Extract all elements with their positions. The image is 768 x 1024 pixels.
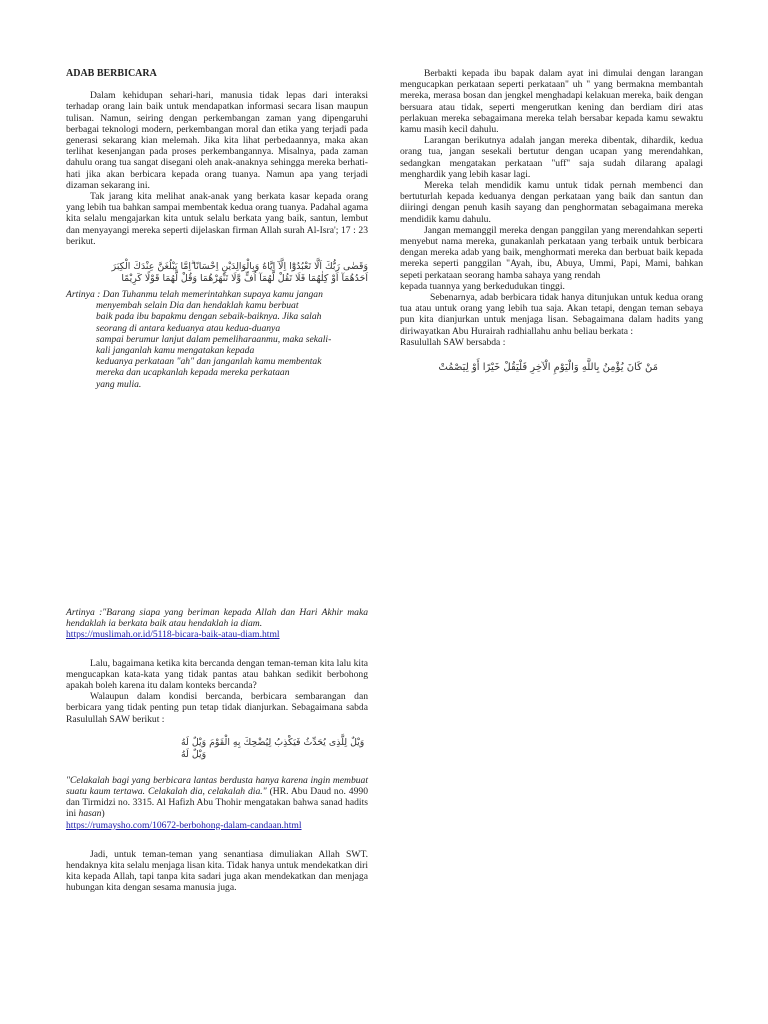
source-link-rumaysho[interactable]: https://rumaysho.com/10672-berbohong-dalam-candaan.html: [66, 819, 302, 831]
translation-line: Dan Tuhanmu telah memerintahkan supaya kamu jangan: [102, 289, 323, 301]
paragraph-calling-names: Jangan memanggil mereka dengan panggilan yang merendahkan seperti menyebut nama mereka, gunakanlah perkataan yang terbaik untuk berbicara dengan mereka adab yang baik, menghormati mereka dan berbuat baik kepada mereka seperti panggilan "Ayah, ibu, Abuya, Ummi, Papi, Mami, bahkan sepeti perkataan seorang hamba sahaya yang rendah: [400, 224, 703, 281]
paragraph-intro: Dalam kehidupan sehari-hari, manusia tidak lepas dari interaksi terhadap orang lain baik untuk mendapatkan informasi secara lisan maupun tulisan. Namun, seiring dengan perkembangan zaman yang dipengaruhi berbagai teknologi modern, perkembangan moral dan etika yang terjadi pada generasi sekarang kian melemah. Jika kita lihat perbedaannya, maka akan terlihat kesenjangan pada proses perkembangannya. Misalnya, pada zaman dahulu orang tua sangat disegani oleh anak-anaknya sehingga mereka berhati-hati jika akan berbicara kepada orang tuanya. Namun apa yang terjadi dizaman sekarang ini.: [66, 90, 368, 191]
document-title: ADAB BERBICARA: [66, 68, 157, 79]
paragraph-joking: Lalu, bagaimana ketika kita bercanda dengan teman-teman kita lalu kita mengucapkan kata-kata yang tidak pantas atau bahkan sedikit berbohong apakah boleh karena itu dalam konteks bercanda?: [66, 657, 368, 692]
translation-line: sampai berumur lanjut dalam pemeliharaanmu, maka sekali-: [96, 333, 332, 345]
paragraph-rasulullah: Rasulullah SAW bersabda :: [400, 336, 506, 348]
hadith-translation: Artinya :"Barang siapa yang beriman kepada Allah dan Hari Akhir maka hendaklah ia berkata baik atau hendaklah ia diam.: [66, 607, 368, 630]
translation-line: kali janganlah kamu mengatakan kepada: [96, 345, 255, 357]
artinya-label: Artinya :: [66, 289, 101, 301]
paragraph-even-joking: Walaupun dalam kondisi bercanda, berbicara sembarangan dan berbicara yang tidak penting pun tetap tidak dianjurkan. Sebagaimana sabda Rasulullah SAW berikut :: [66, 691, 368, 725]
paragraph-conclusion: Jadi, untuk teman-teman yang senantiasa dimuliakan Allah SWT. hendaknya kita selalu menjaga lisan kita. Tidak hanya untuk mendekatkan diri kita kepada Allah, tapi tanpa kita sadari juga akan mendekatkan dan menjaga hubungan kita dengan sesama manusia juga.: [66, 848, 368, 894]
translation-line: baik pada ibu bapakmu dengan sebaik-baiknya. Jika salah: [96, 311, 322, 323]
arabic-verse-line-1: وَقَضٰى رَبُّكَ اَلَّا تَعْبُدُوْٓا اِلَّآ اِيَّاهُ وَبِالْوَالِدَيْنِ اِحْسَانًا ۗاِمَّا يَبْلُغَنَّ عِنْدَكَ الْكِبَرَ: [111, 261, 368, 273]
source-link-muslimah[interactable]: https://muslimah.or.id/5118-bicara-baik-atau-diam.html: [66, 629, 280, 641]
left-column-lower: [66, 607, 368, 894]
quote-close: ): [101, 808, 105, 820]
translation-line: menyembah selain Dia dan hendaklah kamu berbuat: [96, 300, 299, 312]
arabic-hadith-believe: مَنْ كَانَ يُؤْمِنُ بِاللَّهِ وَالْيَوْمِ الْآخِرِ فَلْيَقُلْ خَيْرًا أَوْ لِيَصْمُتْ: [438, 362, 658, 374]
paragraph-filial-piety: Berbakti kepada ibu bapak dalam ayat ini dimulai dengan larangan mengucapkan perkataan seperti perkataan" uh " yang bermakna membantah mereka, merasa bosan dan jengkel menghadapi kelakuan mereka, baik dengan bersuara atau tidak, seperti mengerutkan kening dan berdiam diri atas perlakuan mereka sebagaimana mereka telah bersabar kepada kamu sewaktu kamu masih kecil dahulu.: [400, 68, 703, 136]
quote-text: "Celakalah bagi yang berbicara lantas berdusta hanya karena ingin membuat suatu kaum tertawa. Celakalah dia, celakalah dia.": [66, 774, 368, 798]
right-column: [400, 68, 703, 374]
translation-line: mereka dan ucapkanlah kepada mereka perkataan: [96, 367, 290, 379]
hadith-quote: [66, 775, 368, 820]
left-column: [66, 68, 368, 390]
translation-line: yang mulia.: [96, 378, 142, 390]
arabic-verse-line-2: اَحَدُهُمَآ اَوْ كِلٰهُمَا فَلَا تَقُلْ لَّهُمَآ اُفٍّ وَّلَا تَنْهَرْهُمَا وَقُلْ لَّهُمَا قَوْلًا كَرِيْمًا: [121, 273, 368, 285]
translation-line: seorang di antara keduanya atau kedua-duanya: [96, 322, 281, 334]
verse-translation: [66, 289, 368, 390]
paragraph-prohibition: Larangan berikutnya adalah jangan mereka dibentak, dihardik, kedua orang tua, jangan sesekali bertutur dengan ucapan yang merendahkan, sedangkan mengatakan perkataan "uff" saja sudah dilarang apalagi menghardik yang lebih kasar lagi.: [400, 135, 703, 180]
arabic-hadith-woe: وَيْلٌ لِلَّذِى يُحَدِّثُ فَيَكْذِبُ لِيُضْحِكَ بِهِ الْقَوْمَ وَيْلٌ لَهُ وَيْلٌ لَهُ: [181, 736, 365, 760]
paragraph-peers: Sebenarnya, adab berbicara tidak hanya ditunjukan untuk kedua orang tua atau untuk orang yang lebih tua saja. Akan tetapi, dengan teman sebaya pun kita dianjurkan untuk menjaga lisan. Sebagaimana dalam hadits yang diriwayatkan Abu Hurairah radhiallahu anhu beliau berkata :: [400, 292, 703, 337]
translation-lines: [66, 300, 368, 390]
paragraph-calling-names-end: kepada tuannya yang berkedudukan tinggi.: [400, 280, 565, 292]
paragraph-raised-us: Mereka telah mendidik kamu untuk tidak pernah membenci dan bertuturlah kepada keduanya dengan perkataan yang baik dan santun dan diiringi dengan penuh kasih sayang dan penghormatan sebagaimana mereka mendidik kamu dahulu.: [400, 180, 703, 225]
quote-grade: hasan: [78, 808, 102, 820]
translation-line: keduanya perkataan "ah" dan janganlah kamu membentak: [96, 356, 322, 368]
quote-reference: (HR. Abu Daud no. 4990 dan Tirmidzi no. 3315. Al Hafizh Abu Thohir mengatakan bahwa sanad hadits ini: [66, 786, 368, 820]
paragraph-children: Tak jarang kita melihat anak-anak yang berkata kasar kepada orang yang lebih tua bahkan sampai membentak kedua orang tuanya. Padahal agama kita selalu mengajarkan kita untuk selalu berkata yang baik, santun, lembut dan menyayangi mereka seperti dijelaskan firman Allah surah Al-Isra'; 17 : 23 berikut.: [66, 191, 368, 247]
